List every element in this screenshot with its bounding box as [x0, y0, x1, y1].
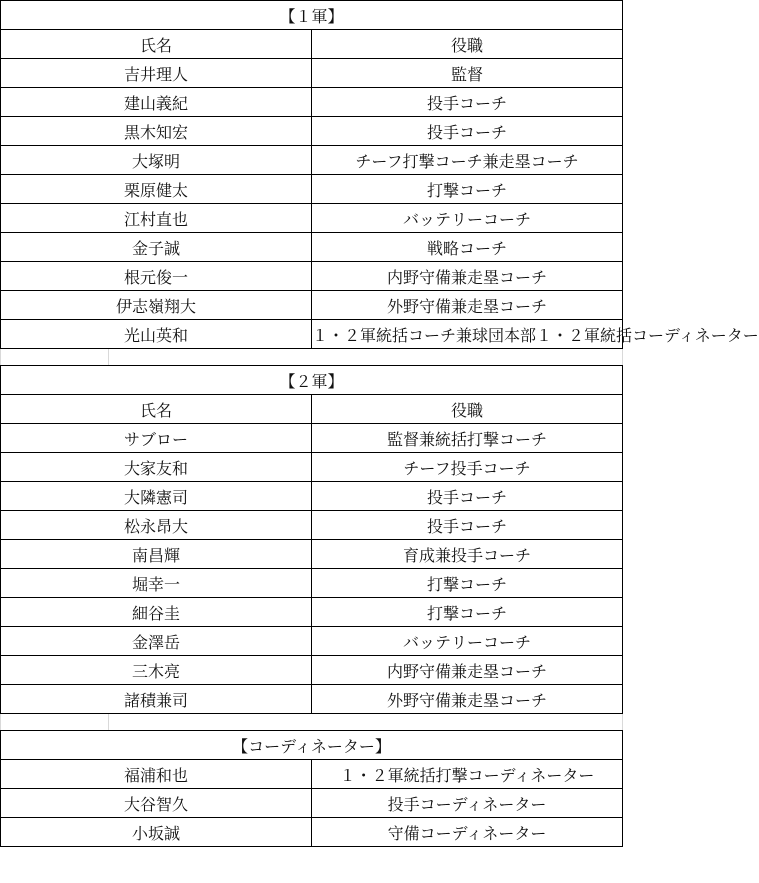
staff-role: 投手コーチ	[312, 117, 623, 146]
staff-name: サブロー	[1, 424, 312, 453]
staff-name: 福浦和也	[1, 760, 312, 789]
table-row	[1, 818, 623, 847]
table-row	[1, 453, 623, 482]
staff-name: 江村直也	[1, 204, 312, 233]
table-row	[1, 511, 623, 540]
header-role: 役職	[312, 395, 623, 424]
table-row	[1, 424, 623, 453]
staff-role: 打撃コーチ	[312, 569, 623, 598]
header-role: 役職	[312, 30, 623, 59]
staff-name: 金子誠	[1, 233, 312, 262]
section-title: 【２軍】	[1, 366, 623, 395]
header-name: 氏名	[1, 30, 312, 59]
first-team-table	[0, 0, 759, 349]
staff-name: 小坂誠	[1, 818, 312, 847]
staff-name: 伊志嶺翔大	[1, 291, 312, 320]
staff-role: バッテリーコーチ	[312, 204, 623, 233]
staff-role: １・２軍統括打撃コーディネーター	[312, 760, 623, 789]
coordinator-table	[0, 730, 623, 847]
staff-role: 監督兼統括打撃コーチ	[312, 424, 623, 453]
staff-name: 吉井理人	[1, 59, 312, 88]
table-row	[1, 233, 623, 262]
staff-name: 大隣憲司	[1, 482, 312, 511]
staff-role: 内野守備兼走塁コーチ	[312, 262, 623, 291]
staff-role: 監督	[312, 59, 623, 88]
staff-role: チーフ打撃コーチ兼走塁コーチ	[312, 146, 623, 175]
header-row	[1, 30, 623, 59]
table-row	[1, 656, 623, 685]
staff-role: 打撃コーチ	[312, 175, 623, 204]
section-spacer	[0, 714, 624, 730]
staff-role: 外野守備兼走塁コーチ	[312, 291, 623, 320]
table-row	[1, 204, 623, 233]
section-spacer	[0, 349, 624, 365]
section-title: 【１軍】	[1, 1, 623, 30]
staff-role: 戦略コーチ	[312, 233, 623, 262]
table-row	[1, 598, 623, 627]
table-row	[1, 146, 623, 175]
table-row	[1, 175, 623, 204]
staff-name: 松永昂大	[1, 511, 312, 540]
staff-role: 外野守備兼走塁コーチ	[312, 685, 623, 714]
staff-name: 黒木知宏	[1, 117, 312, 146]
table-row	[1, 320, 623, 349]
staff-role: チーフ投手コーチ	[312, 453, 623, 482]
table-row	[1, 540, 623, 569]
second-team-table	[0, 365, 623, 714]
table-row	[1, 569, 623, 598]
table-row	[1, 291, 623, 320]
staff-role: 投手コーチ	[312, 511, 623, 540]
table-row	[1, 262, 623, 291]
table-row	[1, 627, 623, 656]
staff-role: 投手コーチ	[312, 88, 623, 117]
staff-name: 栗原健太	[1, 175, 312, 204]
staff-name: 大谷智久	[1, 789, 312, 818]
table-row	[1, 760, 623, 789]
section-title: 【コーディネーター】	[1, 731, 623, 760]
staff-name: 根元俊一	[1, 262, 312, 291]
header-name: 氏名	[1, 395, 312, 424]
header-row	[1, 395, 623, 424]
staff-name: 堀幸一	[1, 569, 312, 598]
staff-name: 光山英和	[1, 320, 312, 349]
staff-name: 南昌輝	[1, 540, 312, 569]
staff-name: 諸積兼司	[1, 685, 312, 714]
staff-name: 大塚明	[1, 146, 312, 175]
staff-role: 内野守備兼走塁コーチ	[312, 656, 623, 685]
staff-role: 打撃コーチ	[312, 598, 623, 627]
staff-role: １・２軍統括コーチ兼球団本部１・２軍統括コーディネーター	[312, 320, 623, 349]
staff-role: 守備コーディネーター	[312, 818, 623, 847]
staff-role: バッテリーコーチ	[312, 627, 623, 656]
staff-role: 投手コーチ	[312, 482, 623, 511]
staff-name: 三木亮	[1, 656, 312, 685]
table-row	[1, 88, 623, 117]
staff-role: 投手コーディネーター	[312, 789, 623, 818]
staff-name: 大家友和	[1, 453, 312, 482]
staff-name: 金澤岳	[1, 627, 312, 656]
staff-role: 育成兼投手コーチ	[312, 540, 623, 569]
staff-name: 建山義紀	[1, 88, 312, 117]
table-row	[1, 482, 623, 511]
table-row	[1, 789, 623, 818]
table-row	[1, 685, 623, 714]
table-row	[1, 117, 623, 146]
table-row	[1, 59, 623, 88]
staff-name: 細谷圭	[1, 598, 312, 627]
